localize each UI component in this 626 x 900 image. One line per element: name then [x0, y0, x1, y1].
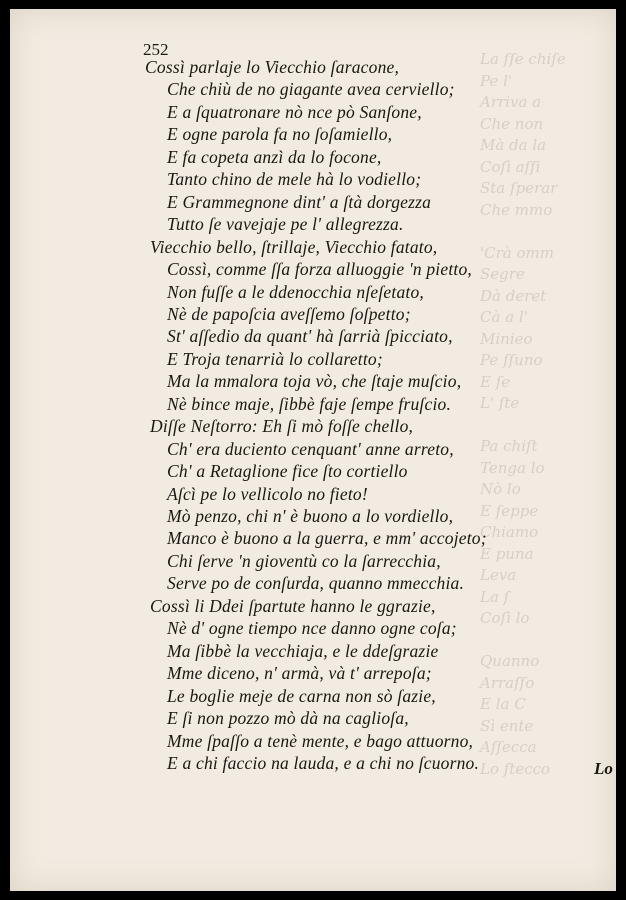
verse-line: E Troja tenarrià lo collaretto; — [167, 349, 383, 369]
verse-line: Ch' era duciento cenquant' anne arreto, — [167, 439, 454, 459]
verse-line: Cossì li Ddei ſpartute hanno le ggrazie, — [150, 596, 436, 616]
verse-line: Diſſe Neſtorro: Eh ſi mò foſſe chello, — [150, 416, 414, 436]
page-number: 252 — [143, 40, 169, 59]
verse-line: Ch' a Retaglione fice ſto cortiello — [167, 461, 408, 481]
verse-line: E a chi faccio na lauda, e a chi no ſcuorno. — [167, 753, 480, 773]
book-page — [10, 9, 616, 891]
verse-line: Le boglie meje de carna non sò ſazie, — [167, 686, 436, 706]
verse-line: Mme ſpaſſo a tenè mente, e bago attuorno, — [167, 731, 474, 751]
verse-line: Chi ſerve 'n gioventù co la ſarrecchia, — [167, 551, 441, 571]
verse-line: St' aſſedio da quant' hà ſarrià ſpicciato, — [167, 326, 453, 346]
verse-line: Viecchio bello, ſtrillaje, Viecchio fatato, — [150, 237, 438, 257]
verse-line: Mò penzo, chi n' è buono a lo vordiello, — [167, 506, 454, 526]
verse-line: E fa copeta anzì da lo focone, — [167, 147, 382, 167]
verse-line: E a ſquatronare nò nce pò Sanſone, — [167, 102, 422, 122]
bleed-through-text: La ſſe chiſe Pe l' Arriva a Che non Mà da la Coſì aſſi Sta ſperar Che mmo 'Crà omm Segre Dà deret Cà a l' Minieo Pe ſſuno E ſe L' ſte Pa chiſt Tenga lo Nò lo E ſeppe Chiamo E puna Leva La ſ Coſì lo Quanno Arraſſo E la C Sì ente Aſſecca Lo ſtecco — [480, 50, 566, 778]
poem-text — [10, 9, 616, 891]
verse-line: Tutto ſe vavejaje pe l' allegrezza. — [167, 214, 404, 234]
verse-line: Nè de papoſcia aveſſemo ſoſpetto; — [167, 304, 411, 324]
verse-line: Serve po de conſurda, quanno mmecchia. — [167, 573, 465, 593]
verse-line: Tanto chino de mele hà lo vodiello; — [167, 169, 422, 189]
verse-line: Che chiù de no giagante avea cerviello; — [167, 79, 455, 99]
verse-line: Cossì, comme ſſa forza alluoggie 'n pietto, — [167, 259, 472, 279]
verse-line: Aſcì pe lo vellicolo no fieto! — [167, 484, 368, 504]
verse-line: Ma la mmalora toja vò, che ſtaje muſcio, — [167, 371, 462, 391]
verse-line: Cossì parlaje lo Viecchio ſaracone, — [145, 57, 400, 77]
catchword: Lo — [594, 759, 613, 778]
verse-line: Nè d' ogne tiempo nce danno ogne coſa; — [167, 618, 457, 638]
verse-line: Nè bince maje, ſibbè faje ſempe fruſcio. — [167, 394, 452, 414]
verse-line: Ma ſibbè la vecchiaja, e le ddeſgrazie — [167, 641, 439, 661]
verse-line: E ogne parola fa no ſoſamiello, — [167, 124, 393, 144]
verse-line: E Grammegnone dint' a ſtà dorgezza — [167, 192, 432, 212]
verse-line: Mme diceno, n' armà, và t' arrepoſa; — [167, 663, 432, 683]
verse-line: E ſi non pozzo mò dà na caglioſa, — [167, 708, 409, 728]
verse-line: Non fuſſe a le ddenocchia nſeſetato, — [167, 282, 425, 302]
verse-line: Manco è buono a la guerra, e mm' accojeto; — [167, 528, 487, 548]
